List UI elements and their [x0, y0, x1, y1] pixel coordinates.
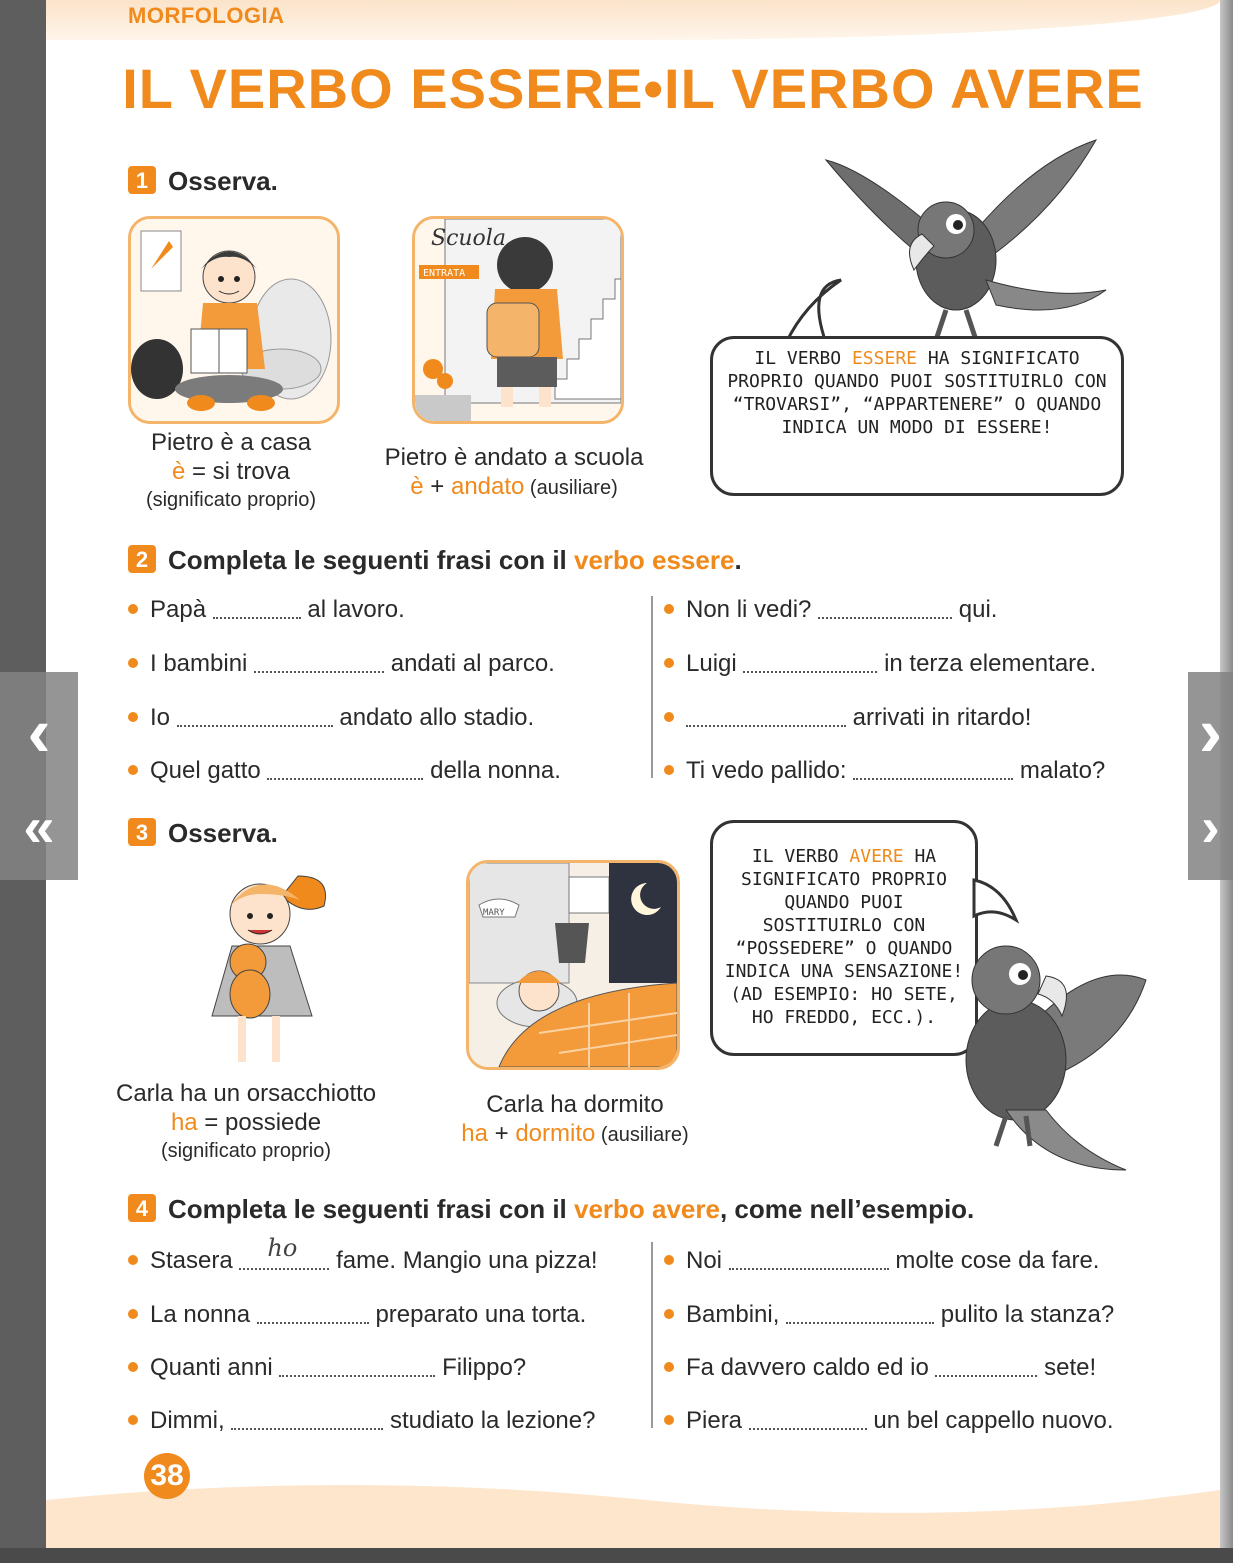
answer-blank[interactable]	[729, 1250, 889, 1270]
example-answer: ho	[267, 1234, 298, 1262]
essere-info-bubble: IL VERBO ESSERE HA SIGNIFICATO PROPRIO QUANDO PUOI SOSTITUIRLO CON “TROVARSI”, “APPARTENERE” O QUANDO INDICA UN MODO DI ESSERE!	[710, 336, 1124, 496]
chevron-left-icon: ‹	[27, 693, 51, 771]
boy-school-illustration	[415, 219, 621, 421]
answer-blank[interactable]	[257, 1304, 369, 1324]
answer-blank[interactable]	[686, 707, 846, 727]
caption-carla-teddy: Carla ha un orsacchiotto ha = possiede (significato proprio)	[116, 1080, 377, 1162]
page-number: 38	[144, 1453, 190, 1499]
answer-blank[interactable]	[254, 653, 384, 673]
avere-sentence-right-3: Fa davvero caldo ed io sete!	[664, 1354, 1096, 1382]
bottom-wave-decoration	[46, 1470, 1220, 1548]
exercise-number: 1	[128, 166, 156, 194]
caption-pietro-school: Pietro è andato a scuola è + andato (ausiliare)	[384, 444, 644, 500]
exercise-number: 4	[128, 1194, 156, 1222]
essere-sentence-right-1: Non li vedi? qui.	[664, 596, 997, 624]
answer-blank[interactable]	[239, 1234, 329, 1270]
double-chevron-left-icon: «	[23, 795, 55, 858]
answer-blank[interactable]	[213, 599, 301, 619]
answer-blank[interactable]	[786, 1304, 934, 1324]
answer-blank[interactable]	[818, 599, 952, 619]
prev-page-button[interactable]	[0, 672, 78, 880]
exercise-1-heading: 1 Osserva.	[128, 166, 278, 197]
exercise-4-heading: 4 Completa le seguenti frasi con il verbo avere, come nell’esempio.	[128, 1194, 974, 1225]
viewer-bottom-bar	[0, 1548, 1233, 1563]
caption-carla-sleeping: Carla ha dormito ha + dormito (ausiliare)	[461, 1091, 689, 1147]
exercise-number: 2	[128, 545, 156, 573]
essere-sentence-right-2: Luigi in terza elementare.	[664, 650, 1096, 678]
parrot-illustration	[926, 920, 1156, 1180]
avere-sentence-right-4: Piera un bel cappello nuovo.	[664, 1407, 1114, 1435]
speech-bubble-tail	[746, 275, 856, 345]
illustration-carla-sleeping	[466, 860, 680, 1070]
answer-blank[interactable]	[749, 1410, 867, 1430]
caption-pietro-home: Pietro è a casa è = si trova (significato proprio)	[145, 429, 317, 511]
essere-sentence-left-3: Io andato allo stadio.	[128, 704, 534, 732]
illustration-pietro-home	[128, 216, 340, 424]
avere-sentence-right-2: Bambini, pulito la stanza?	[664, 1301, 1114, 1329]
illustration-pietro-school	[412, 216, 624, 424]
avere-sentence-left-2: La nonna preparato una torta.	[128, 1301, 586, 1329]
girl-sleeping-illustration	[469, 863, 677, 1067]
essere-sentence-right-4: Ti vedo pallido: malato?	[664, 757, 1105, 785]
essere-sentence-left-2: I bambini andati al parco.	[128, 650, 555, 678]
answer-blank[interactable]	[231, 1410, 383, 1430]
next-page-button[interactable]	[1188, 672, 1233, 880]
door-sign: MARY	[483, 908, 505, 918]
answer-blank[interactable]	[853, 760, 1013, 780]
essere-sentence-left-1: Papà al lavoro.	[128, 596, 405, 624]
answer-blank[interactable]	[935, 1357, 1037, 1377]
exercise-3-heading: 3 Osserva.	[128, 818, 278, 849]
exercise-number: 3	[128, 818, 156, 846]
section-label: MORFOLOGIA	[128, 3, 285, 28]
school-sign: Scuola	[431, 226, 506, 251]
avere-sentence-left-1: Stasera ho fame. Mangio una pizza!	[128, 1247, 598, 1275]
avere-sentence-left-4: Dimmi, studiato la lezione?	[128, 1407, 595, 1435]
column-divider	[651, 596, 653, 778]
boy-reading-illustration	[131, 219, 337, 421]
avere-info-bubble: IL VERBO AVERE HA SIGNIFICATO PROPRIO QUANDO PUOI SOSTITUIRLO CON “POSSEDERE” O QUANDO INDICA UNA SENSAZIONE! (AD ESEMPIO: HO SETE, HO FREDDO, ECC.).	[710, 820, 978, 1056]
book-page	[46, 0, 1220, 1548]
exercise-2-heading: 2 Completa le seguenti frasi con il verbo essere.	[128, 545, 742, 576]
chevron-right-icon: ›	[1201, 795, 1220, 858]
answer-blank[interactable]	[177, 707, 333, 727]
chevron-right-icon: ›	[1198, 693, 1223, 771]
entry-sign: ENTRATA	[423, 268, 466, 279]
answer-blank[interactable]	[743, 653, 877, 673]
avere-sentence-right-1: Noi molte cose da fare.	[664, 1247, 1099, 1275]
avere-sentence-left-3: Quanti anni Filippo?	[128, 1354, 526, 1382]
girl-with-teddy-illustration	[202, 866, 332, 1066]
essere-sentence-right-3: arrivati in ritardo!	[664, 704, 1031, 732]
page-title: IL VERBO ESSERE•IL VERBO AVERE	[122, 57, 1144, 120]
column-divider	[651, 1242, 653, 1428]
answer-blank[interactable]	[267, 760, 423, 780]
answer-blank[interactable]	[279, 1357, 435, 1377]
essere-sentence-left-4: Quel gatto della nonna.	[128, 757, 561, 785]
